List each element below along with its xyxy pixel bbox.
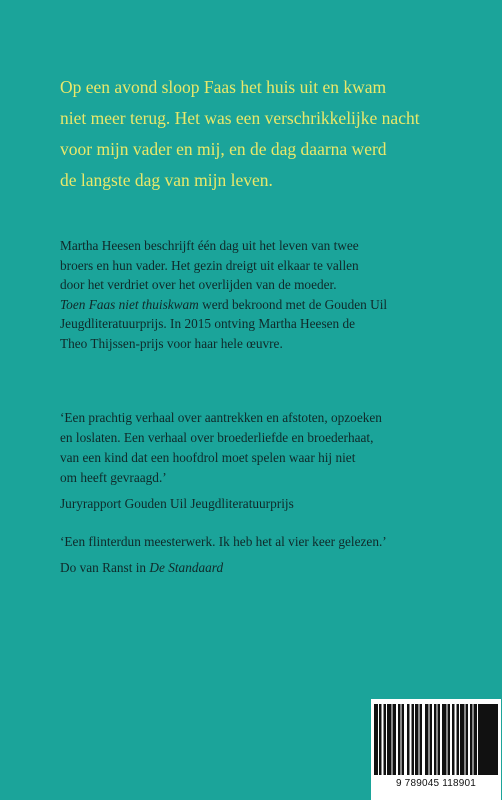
barcode-gap xyxy=(429,704,430,775)
barcode-gap xyxy=(477,704,478,775)
intro-line: niet meer terug. Het was een verschrikkelijke nacht xyxy=(60,108,420,128)
quote-line: ‘Een flinterdun meesterwerk. Ik heb het al vier keer gelezen.’ xyxy=(60,534,387,549)
quote-line: om heeft gevraagd.’ xyxy=(60,470,167,485)
barcode-bars xyxy=(371,699,501,779)
barcode-gap xyxy=(382,704,384,775)
barcode-gap xyxy=(437,704,438,775)
barcode-gap xyxy=(447,704,448,775)
barcode-gap xyxy=(468,704,470,775)
quote-source xyxy=(60,558,480,578)
barcode-gap xyxy=(440,704,442,775)
barcode-gap xyxy=(392,704,393,775)
barcode-gap xyxy=(386,704,387,775)
intro-excerpt xyxy=(60,72,480,196)
book-title: Toen Faas niet thuiskwam xyxy=(60,296,199,312)
quote-line: en loslaten. Een verhaal over broederliefde en broederhaat, xyxy=(60,430,374,445)
quote-source: Juryrapport Gouden Uil Jeugdliteratuurprijs xyxy=(60,496,294,511)
barcode-gap xyxy=(419,704,420,775)
barcode-gap xyxy=(473,704,474,775)
isbn-number: 9 789045 118901 xyxy=(395,778,477,789)
barcode-gap xyxy=(459,704,460,775)
description-line xyxy=(60,295,480,315)
quote-line: van een kind dat een hoofdrol moet spelen waar hij niet xyxy=(60,450,356,465)
quote-source-author: Do van Ranst in xyxy=(60,560,150,575)
barcode-gap xyxy=(410,704,412,775)
barcode-gap xyxy=(455,704,457,775)
barcode-gap xyxy=(378,704,379,775)
description-line: door het verdriet over het overlijden van de moeder. xyxy=(60,277,337,293)
barcode-gap xyxy=(450,704,452,775)
description-line: Martha Heesen beschrijft één dag uit het leven van twee xyxy=(60,238,359,253)
barcode-gap xyxy=(404,704,407,775)
description-line: Theo Thijssen-prijs voor haar hele œuvre. xyxy=(60,335,283,351)
barcode-gap xyxy=(465,704,466,775)
barcode-gap xyxy=(422,704,425,775)
barcode-gap xyxy=(414,704,415,775)
description-text: werd bekroond met de Gouden Uil xyxy=(198,296,388,312)
quote-source-publication: De Standaard xyxy=(149,560,224,575)
barcode-gap xyxy=(432,704,434,775)
barcode-gap xyxy=(396,704,398,775)
description-line: broers en hun vader. Het gezin dreigt uit elkaar te vallen xyxy=(60,257,359,273)
intro-line: voor mijn vader en mij, en de dag daarna werd xyxy=(60,139,387,159)
intro-line: de langste dag van mijn leven. xyxy=(60,170,273,190)
quote-line: ‘Een prachtig verhaal over aantrekken en afstoten, opzoeken xyxy=(60,410,382,425)
review-quote-standaard xyxy=(60,532,480,578)
description-line: Jeugdliteratuurprijs. In 2015 ontving Martha Heesen de xyxy=(60,316,356,332)
barcode-frame xyxy=(374,704,498,775)
barcode-gap xyxy=(401,704,402,775)
intro-line: Op een avond sloop Faas het huis uit en kwam xyxy=(60,77,387,97)
review-quote-jury xyxy=(60,408,480,514)
isbn-barcode xyxy=(371,699,501,800)
book-description xyxy=(60,236,480,354)
